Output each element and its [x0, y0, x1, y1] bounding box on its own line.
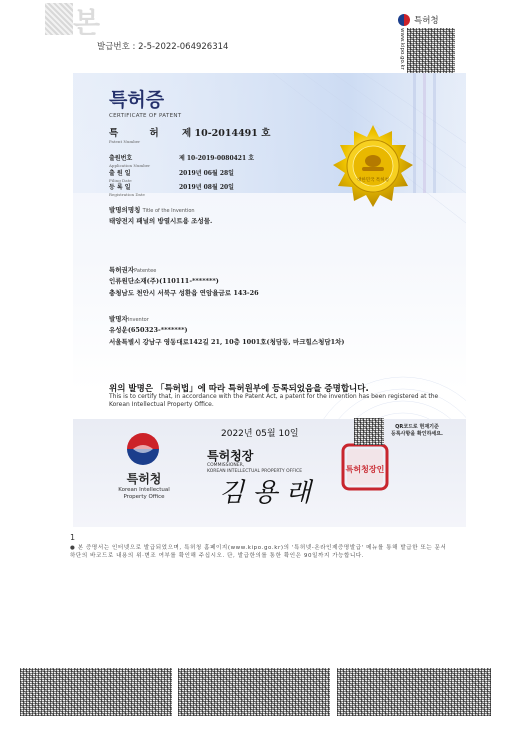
- red-seal-text: 특허청장인: [345, 465, 385, 474]
- certification-statement-ko: 위의 발명은 「특허법」에 따라 특허원부에 등록되었음을 증명합니다.: [109, 384, 369, 394]
- verify-url: www.kipo.go.kr: [399, 28, 405, 70]
- application-number-label: 출원번호: [109, 155, 133, 162]
- patent-certificate: [73, 73, 466, 527]
- inventor-label-ko: 발명자: [109, 315, 128, 323]
- commissioner-title: 특허청장: [207, 449, 254, 463]
- inventor-label-en: Inventor: [127, 317, 149, 323]
- kipo-name-en-2: Property Office: [123, 494, 165, 500]
- inventor-address: 서울특별시 강남구 영동대로142길 21, 10층 1001호(청담동, 마크힐스청담1차): [109, 338, 345, 346]
- patent-number-label-en: Patent Number: [109, 139, 141, 144]
- invention-title-section: [109, 205, 212, 225]
- gold-seal: [329, 123, 417, 211]
- application-number-row: [109, 153, 254, 168]
- filing-date-value: 2019년 06월 28일: [179, 170, 234, 177]
- page-number: 1: [70, 533, 76, 542]
- kipo-name-ko: 특허청: [126, 472, 162, 486]
- registration-date-label-en: Registration Date: [109, 191, 145, 197]
- certification-statement-en: This is to certify that, in accordance with the Patent Act, a patent for the invention has been registered at the Korean Intellectual Property Office.: [109, 393, 439, 408]
- verify-note: [389, 424, 445, 438]
- patentee-label-en: Patentee: [134, 268, 157, 274]
- certificate-title-en: CERTIFICATE OF PATENT: [109, 113, 182, 119]
- commissioner-en-1: COMMISSIONER,: [207, 463, 245, 468]
- invention-title-label: [109, 205, 212, 214]
- stamp-char: 본: [73, 6, 101, 39]
- inventor-label: [109, 314, 345, 323]
- invention-title-label-ko: 발명의명칭: [109, 206, 141, 214]
- registration-date-value: 2019년 08월 20일: [179, 184, 234, 191]
- verify-qr-code[interactable]: [354, 418, 384, 445]
- inventor-name: 유성운(650323-*******): [109, 326, 188, 334]
- patentee-name: 인류원단소재(주)(110111-*******): [109, 277, 219, 285]
- verify-note-1: QR코드로 현재기준: [395, 424, 439, 430]
- bottom-barcode-1[interactable]: [20, 668, 172, 716]
- issuance-notice: ● 본 증명서는 인터넷으로 발급되었으며, 특허청 홈페이지(www.kipo.go.kr)의 '특허넷-온라인제증명발급' 메뉴를 통해 발급한 또는 문서하단의 바코드로 내용의 위·변조 여부를 확인해 주십시오. 단, 발급한의를 통한 확인은 90일까지 가능합니다.: [70, 545, 447, 559]
- inventor-section: [109, 314, 345, 346]
- signature: [215, 469, 335, 509]
- kipo-logo-text: 특허청: [414, 16, 439, 26]
- registration-date-row: [109, 182, 234, 197]
- issue-number: 발급번호 : 2-5-2022-064926314: [97, 42, 229, 52]
- invention-title-value: 태양전지 패널의 방열시트용 조성물.: [109, 217, 213, 225]
- patentee-address: 충청남도 천안시 서북구 성환읍 연암율금로 143-26: [109, 289, 259, 297]
- patentee-label-ko: 특허권자: [109, 266, 135, 274]
- bottom-barcode-3[interactable]: [337, 668, 491, 716]
- patent-number-value: 제 10-2014491 호: [181, 128, 271, 139]
- filing-date-label: 출 원 일: [109, 170, 131, 177]
- application-number-value: 제 10-2019-0080421 호: [179, 155, 255, 162]
- filing-date-row: [109, 168, 234, 183]
- taegeuk-icon: [398, 14, 410, 26]
- kipo-logo: [398, 14, 456, 28]
- seal-text: 대한민국 특허청: [357, 178, 389, 183]
- invention-title-label-en: Title of the Invention: [142, 208, 195, 214]
- registration-date-label: 등 록 일: [109, 184, 131, 191]
- certificate-title: 특허증: [109, 89, 165, 111]
- kipo-name-en-1: Korean Intellectual: [118, 487, 170, 493]
- patentee-section: [109, 265, 259, 297]
- application-number-label-en: Application Number: [109, 162, 151, 168]
- commissioner-en-2: KOREAN INTELLECTUAL PROPERTY OFFICE: [207, 469, 303, 474]
- original-stamp: [45, 3, 107, 39]
- verify-note-2: 등록사항을 확인하세요.: [391, 431, 443, 437]
- bottom-barcode-2[interactable]: [178, 668, 330, 716]
- patentee-label: [109, 265, 259, 274]
- filing-date-label-en: Filing Date: [109, 177, 132, 183]
- patent-number-label: 특 허: [109, 128, 173, 139]
- official-red-seal: [340, 442, 390, 492]
- stamp-pattern: [45, 3, 73, 35]
- kipo-emblem-icon: [123, 429, 163, 469]
- kipo-name-en: [109, 487, 179, 501]
- patent-number-row: [109, 125, 270, 144]
- issue-date: 2022년 05월 10일: [221, 429, 299, 439]
- signature-text: 김 용 래: [219, 478, 311, 508]
- top-barcode[interactable]: [407, 28, 455, 74]
